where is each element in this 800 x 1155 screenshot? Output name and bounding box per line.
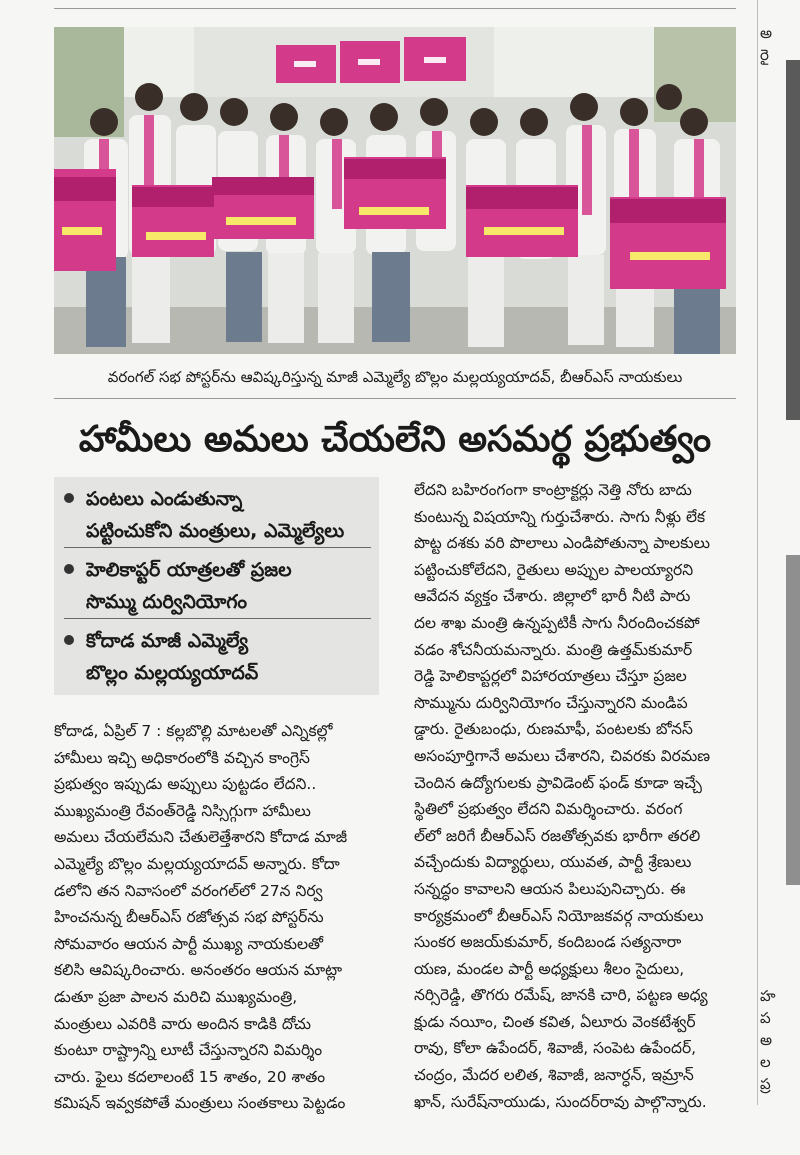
body-line: పొట్ట దశకు వరి పొలాలు ఎండిపోతున్నా పాలకులు: [414, 534, 710, 553]
body-line: ఆవేదన వ్యక్తం చేశారు. జిల్లాలో భారీ నీటి పారు: [414, 587, 691, 606]
adjacent-column-photo: [786, 555, 800, 885]
fragment-line: ప్ర: [760, 1075, 771, 1093]
photo-caption: వరంగల్ సభ పోస్టర్‌ను ఆవిష్కరిస్తున్న మాజీ ఎమ్మెల్యే బొల్లం మల్లయ్యయాదవ్, బీఆర్ఎస్ నాయకులు: [107, 368, 683, 386]
bullet-icon: [64, 564, 74, 574]
highlight-line: కోదాడ మాజీ ఎమ్మెల్యే: [86, 630, 249, 652]
adjacent-column-bar: [786, 60, 800, 420]
body-line: డ్డారు. రైతుబంధు, రుణమాఫీ, పంటలకు బోనస్: [414, 720, 693, 739]
body-line: వడం శోచనీయమన్నారు. మంత్రి ఉత్తమ్‌కుమార్: [414, 640, 693, 659]
body-line: హించనున్న బీఆర్ఎస్ రజోత్సవ సభ పోస్టర్‌ను: [54, 908, 324, 927]
body-line: ప్రభుత్వం ఇప్పుడు అప్పులు పుట్టడం లేదని..: [54, 775, 317, 794]
body-line: సోమవారం ఆయన పార్టీ ముఖ్య నాయకులతో: [54, 934, 324, 953]
body-line: స్థితిలో ప్రభుత్వం లేదని విమర్శించారు. వరంగ: [414, 800, 683, 819]
body-line: కలిసి ఆవిష్కరించారు. అనంతరం ఆయన మాట్లా: [54, 961, 343, 980]
body-line: డుతూ ప్రజా పాలన మరిచి ముఖ్యమంత్రి,: [54, 987, 298, 1006]
highlight-line: బొల్లం మల్లయ్యయాదవ్: [86, 662, 259, 684]
fragment-line: అ: [760, 24, 773, 42]
highlight-line: పంటలు ఎండుతున్నా: [86, 488, 243, 510]
body-line: కుంటూ రాష్ట్రాన్ని లూటీ చేస్తున్నారని విమర్శిం: [54, 1041, 323, 1060]
body-line: సుంకర అజయ్‌కుమార్, కందిబండ సత్యనారా: [414, 933, 682, 952]
body-line: ఎమ్మెల్యే బొల్లం మల్లయ్యయాదవ్ అన్నారు. కోదా: [54, 854, 340, 873]
body-line: వచ్చేందుకు విద్యార్థులు, యువత, పార్టీ శ్రేణులు: [414, 853, 692, 872]
top-rule: [54, 8, 736, 9]
body-line: పట్టించుకోలేదని, రైతులు అప్పుల పాలయ్యారని: [414, 560, 694, 579]
body-line: చెందిన ఉద్యోగులకు ప్రావిడెంట్ ఫండ్ కూడా ఇచ్చే: [414, 773, 702, 792]
highlight-line: హెలికాప్టర్ యాత్రలతో ప్రజల: [86, 559, 292, 581]
body-line: యణ, మండల పార్టీ అధ్యక్షులు శీలం సైదులు,: [414, 959, 685, 978]
highlight-line: పట్టించుకోని మంత్రులు, ఎమ్మెల్యేలు: [86, 520, 345, 542]
column-divider: [757, 0, 758, 1105]
adjacent-column-fragment-bottom: [760, 985, 800, 1095]
body-line: చారు. ఫైలు కదలాలంటే 15 శాతం, 20 శాతం: [54, 1067, 326, 1086]
body-line: దల శాఖ మంత్రి ఉన్నప్పటికీ సాగు నీరందించకపో: [414, 613, 700, 632]
highlight-item: [64, 483, 371, 548]
fragment-line: రై: [760, 46, 769, 64]
headline: హామీలు అమలు చేయలేని అసమర్థ ప్రభుత్వం: [78, 419, 712, 460]
body-line: రెడ్డి హెలికాప్టర్లలో విహారయాత్రలు చేస్తూ ప్రజల: [414, 667, 687, 686]
body-line: ల్‌లో జరిగే బీఆర్ఎస్ రజతోత్సవకు భారీగా తరలి: [414, 826, 701, 845]
highlight-item: [64, 625, 371, 689]
body-line: అసంపూర్తిగానే అమలు చేశారని, చివరకు విరమణ: [414, 746, 711, 765]
body-line: లేదని బహిరంగంగా కాంట్రాక్టర్లు నెత్తి నోరు బాదు: [414, 481, 692, 499]
body-line: క్షుడు నయీం, చింత కవిత, ఏలూరు వెంకటేశ్వర్: [414, 1012, 696, 1031]
body-line: ఖాన్, సురేష్‌నాయుడు, సుందర్‌రావు పాల్గొన్నారు.: [414, 1092, 707, 1111]
news-photo: [54, 27, 736, 354]
body-line: నర్సిరెడ్డి, తొగరు రమేష్, జానకి చారి, పట్టణ అధ్య: [414, 986, 708, 1005]
fragment-line: ప: [760, 1009, 771, 1027]
body-line: రావు, కోలా ఉపేందర్, శివాజీ, సంపెట ఉపేందర్,: [414, 1039, 697, 1058]
body-line: చంద్రం, మేదర లలిత, శివాజీ, జనార్ధన్, ఇమ్రాన్: [414, 1066, 694, 1085]
fragment-line: హ: [760, 987, 776, 1005]
article-body-right-column: [414, 477, 736, 1115]
body-line: కార్యక్రమంలో బీఆర్ఎస్ నియోజకవర్గ నాయకులు: [414, 906, 704, 925]
body-line: మంత్రులు ఎవరికి వారు అందిన కాడికి దోచు: [54, 1014, 311, 1033]
body-line: డలోని తన నివాసంలో వరంగల్‌లో 27న నిర్వ: [54, 881, 323, 900]
body-line: కుంటున్న విషయాన్ని గుర్తుచేశారు. సాగు నీళ్లు లేక: [414, 507, 706, 526]
body-line: అమలు చేయలేమని చేతులెత్తేశారని కోదాడ మాజీ: [54, 828, 348, 847]
fragment-line: ల: [760, 1053, 771, 1071]
body-line: ముఖ్యమంత్రి రేవంత్‌రెడ్డి నిస్సిగ్గుగా హామీలు: [54, 801, 311, 820]
article-body-left-column: [54, 718, 379, 1117]
body-line: సన్నద్ధం కావాలని ఆయన పిలుపునిచ్చారు. ఈ: [414, 879, 686, 898]
photo-illustration: [54, 27, 736, 354]
bullet-icon: [64, 635, 74, 645]
body-line: సొమ్మును దుర్వినియోగం చేస్తున్నారని మండిప: [414, 693, 688, 712]
body-line: హామీలు ఇచ్చి అధికారంలోకి వచ్చిన కాంగ్రెస్: [54, 748, 310, 767]
highlights-box: [54, 477, 379, 695]
highlight-line: సొమ్ము దుర్వినియోగం: [86, 591, 248, 613]
highlight-item: [64, 554, 371, 619]
body-line: కోదాడ, ఏప్రిల్ 7 : కల్లబొల్లి మాటలతో ఎన్నికల్లో: [54, 722, 333, 740]
body-line: కమిషన్ ఇవ్వకపోతే మంత్రులు సంతకాలు పెట్టడం: [54, 1094, 346, 1113]
caption-rule: [54, 398, 736, 399]
fragment-line: అ: [760, 1031, 773, 1049]
bullet-icon: [64, 493, 74, 503]
